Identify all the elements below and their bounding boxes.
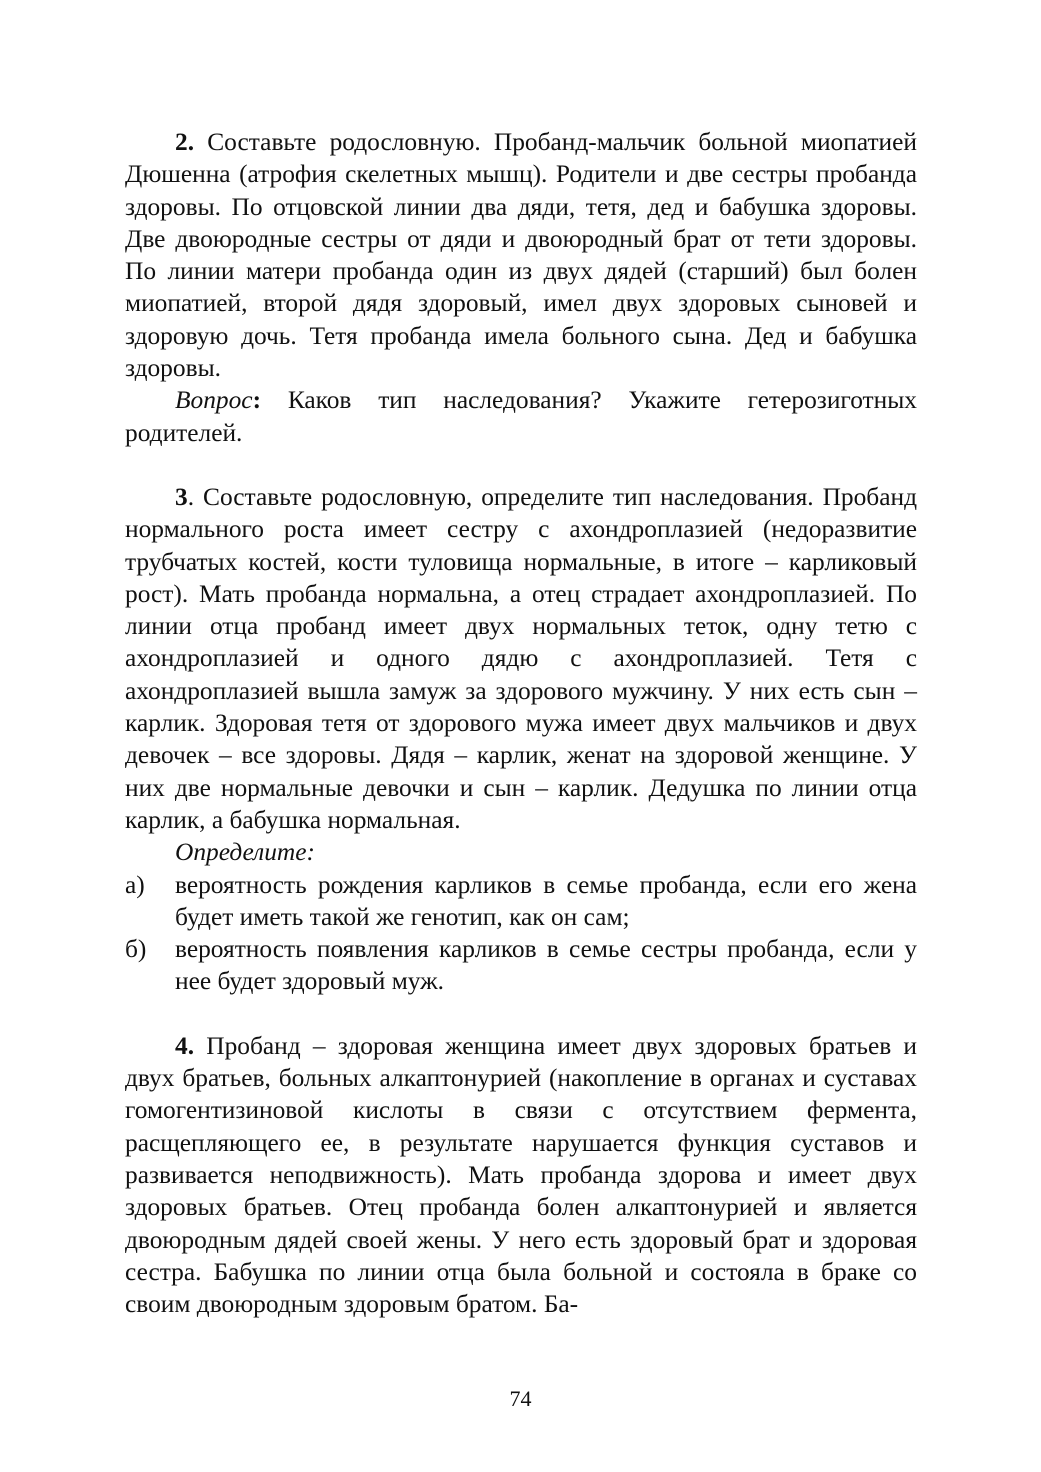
- section-spacer: [125, 449, 917, 481]
- list-item: [125, 933, 917, 998]
- problem-2-number: 2.: [175, 128, 195, 156]
- problem-3-determine: [125, 836, 917, 868]
- problem-2-paragraph: [125, 126, 917, 384]
- problem-2-question: [125, 384, 917, 449]
- list-item-text: вероятность появления карликов в семье сестры пробанда, если у нее будет здоровый муж.: [175, 935, 917, 996]
- problem-2-question-text: Каков тип наследования? Укажите гетерозиготных родителей.: [125, 386, 917, 447]
- section-spacer: [125, 998, 917, 1030]
- problem-3-list: [125, 869, 917, 998]
- problem-4-number: 4.: [175, 1031, 195, 1060]
- list-marker: а): [125, 870, 145, 899]
- page-content: [125, 126, 917, 1320]
- problem-4-text: Пробанд – здоровая женщина имеет двух здоровых братьев и двух братьев, больных алкаптонурией (накопление в органах и суставах гомогентизиновой кислоты в связи с отсутствием фермента, расщепляющего ее, в результате нарушается функция суставов и развивается неподвижность). Мать пробанда здорова и имеет двух здоровых братьев. Отец пробанда болен алкаптонурией и является двоюродным дядей своей жены. У него есть здоровый брат и здоровая сестра. Бабушка по линии отца была больной и состояла в браке со своим двоюродным здоровым братом. Ба-: [125, 1031, 917, 1319]
- problem-2-question-colon: :: [252, 386, 262, 415]
- problem-3-determine-label: Определите:: [175, 838, 315, 867]
- list-item: [125, 869, 917, 934]
- problem-3-text: . Составьте родословную, определите тип наследования. Пробанд нормального роста имеет сестру с ахондроплазией (недоразвитие трубчатых костей, кости туловища нормальные, в итоге – карликовый рост). Мать пробанда нормальна, а отец страдает ахондроплазией. По линии отца пробанд имеет двух нормальных теток, одну тетю с ахондроплазией и одного дядю с ахондроплазией. Тетя с ахондроплазией вышла замуж за здорового мужчину. У них есть сын – карлик. Здоровая тетя от здорового мужа имеет двух мальчиков и двух девочек – все здоровы. Дядя – карлик, женат на здоровой женщине. У них две нормальные девочки и сын – карлик. Дедушка по линии отца карлик, а бабушка нормальная.: [125, 482, 917, 834]
- problem-3-number: 3: [175, 482, 188, 511]
- problem-4-paragraph: [125, 1030, 917, 1321]
- problem-2-text: Составьте родословную. Пробанд-мальчик больной миопатией Дюшенна (атрофия скелетных мышц). Родители и две сестры пробанда здоровы. По отцовской линии два дяди, тетя, дед и бабушка здоровы. Две двоюродные сестры от дяди и двоюродный брат от тети здоровы. По линии матери пробанда один из двух дядей (старший) был болен миопатией, второй дядя здоровый, имел двух здоровых сыновей и здоровую дочь. Тетя пробанда имела больного сына. Дед и бабушка здоровы.: [125, 128, 917, 383]
- problem-2-question-label: Вопрос: [175, 386, 253, 415]
- list-marker: б): [125, 935, 147, 964]
- page-number: 74: [509, 1386, 532, 1411]
- problem-3-paragraph: [125, 481, 917, 836]
- list-item-text: вероятность рождения карликов в семье пробанда, если его жена будет иметь такой же генотип, как он сам;: [175, 870, 917, 931]
